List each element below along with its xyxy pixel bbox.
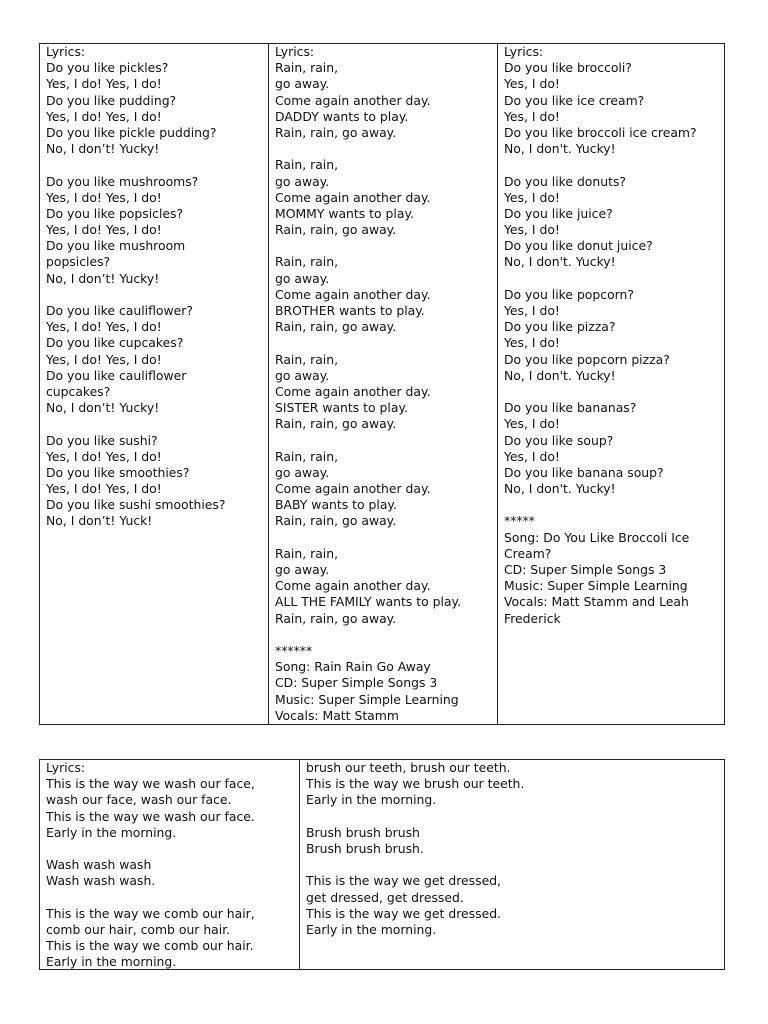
lyric-line: Yes, I do! Yes, I do! bbox=[46, 481, 162, 497]
lyric-line bbox=[504, 384, 720, 400]
lyric-line: Lyrics: bbox=[46, 760, 86, 775]
lyric-line: Lyrics: bbox=[504, 44, 544, 59]
lyric-line: No, I don’t! Yucky! bbox=[46, 400, 160, 416]
lyric-line: Do you like sushi? bbox=[46, 432, 158, 448]
lyric-line bbox=[46, 416, 264, 432]
lyric-line: MOMMY wants to play. bbox=[275, 205, 414, 221]
lyric-line: popsicles? bbox=[46, 254, 111, 270]
lyric-line bbox=[46, 841, 295, 857]
lyric-line: Yes, I do! Yes, I do! bbox=[46, 319, 162, 335]
lyric-line bbox=[46, 157, 264, 173]
lyric-line bbox=[275, 433, 493, 449]
lyric-line: Do you like banana soup? bbox=[504, 464, 664, 480]
lyric-line: Yes, I do! Yes, I do! bbox=[46, 108, 162, 124]
lyric-line bbox=[504, 497, 720, 513]
lyric-line: Yes, I do! bbox=[504, 335, 560, 351]
lyric-line: Yes, I do! bbox=[504, 222, 560, 238]
lyric-line: Early in the morning. bbox=[306, 921, 437, 937]
lyric-line bbox=[275, 530, 493, 546]
lyric-line: Yes, I do! bbox=[504, 448, 560, 464]
lyric-line: BROTHER wants to play. bbox=[275, 303, 425, 318]
lyric-line: Rain, rain, go away. bbox=[275, 513, 397, 529]
lyrics-cell-wash-face-song bbox=[40, 760, 300, 969]
lyric-line: ***** bbox=[504, 513, 535, 529]
lyrics-cell-brush-teeth-song bbox=[300, 760, 724, 969]
lyric-line bbox=[46, 890, 295, 906]
lyric-line: Do you like soup? bbox=[504, 432, 614, 448]
lyric-line: ALL THE FAMILY wants to play. bbox=[275, 594, 462, 610]
lyric-line: Do you like cauliflower? bbox=[46, 303, 193, 318]
lyric-line: Rain, rain, bbox=[275, 60, 339, 76]
lyric-line: Do you like pudding? bbox=[46, 92, 177, 108]
lyric-line: Song: Rain Rain Go Away bbox=[275, 659, 431, 675]
lyric-line: Do you like ice cream? bbox=[504, 92, 645, 108]
lyric-line: This is the way we comb our hair. bbox=[46, 938, 254, 954]
lyric-line: Do you like cauliflower bbox=[46, 367, 187, 383]
lyric-line: go away. bbox=[275, 270, 330, 286]
lyric-line: SISTER wants to play. bbox=[275, 400, 408, 416]
lyric-line: Yes, I do! bbox=[504, 416, 560, 432]
lyric-line: CD: Super Simple Songs 3 bbox=[504, 562, 667, 577]
lyric-line: Rain, rain, go away. bbox=[275, 610, 397, 626]
lyric-line: Yes, I do! bbox=[504, 76, 560, 92]
lyric-line: Do you like donut juice? bbox=[504, 238, 653, 254]
lyric-line: Rain, rain, go away. bbox=[275, 416, 397, 432]
lyric-line: Wash wash wash. bbox=[46, 873, 156, 889]
lyric-line: Music: Super Simple Learning bbox=[275, 691, 459, 707]
lyric-line: ****** bbox=[275, 642, 313, 658]
lyric-line: Come again another day. bbox=[275, 383, 431, 399]
lyric-line: Do you like cupcakes? bbox=[46, 335, 184, 351]
lyric-line: wash our face, wash our face. bbox=[46, 792, 232, 808]
lyric-line bbox=[46, 287, 264, 303]
lyric-line: Music: Super Simple Learning bbox=[504, 578, 688, 594]
lyric-line: Rain, rain, go away. bbox=[275, 124, 397, 140]
lyric-line: Yes, I do! Yes, I do! bbox=[46, 189, 162, 205]
lyric-line: No, I don't. Yucky! bbox=[504, 254, 616, 270]
lyric-line: Song: Do You Like Broccoli Ice bbox=[504, 529, 690, 545]
lyric-line: Yes, I do! bbox=[504, 108, 560, 124]
lyric-line bbox=[275, 627, 493, 643]
lyric-line: Rain, rain, bbox=[275, 254, 339, 270]
lyric-line: No, I don’t! Yucky! bbox=[46, 270, 160, 286]
lyric-line: This is the way we get dressed, bbox=[306, 873, 501, 889]
lyric-line: Do you like popsicles? bbox=[46, 205, 184, 221]
lyric-line: Wash wash wash bbox=[46, 857, 152, 873]
lyric-line: go away. bbox=[275, 464, 330, 480]
lyric-line: Yes, I do! bbox=[504, 189, 560, 205]
lyric-line: brush our teeth, brush our teeth. bbox=[306, 760, 511, 775]
lyric-line: This is the way we wash our face. bbox=[46, 808, 255, 824]
lyric-line: Lyrics: bbox=[46, 44, 86, 59]
lyric-line bbox=[275, 335, 493, 351]
lyric-line: No, I don't. Yucky! bbox=[504, 141, 616, 157]
lyric-line: Early in the morning. bbox=[46, 824, 177, 840]
lyric-line: Vocals: Matt Stamm bbox=[275, 707, 399, 723]
lyric-line: This is the way we get dressed. bbox=[306, 905, 501, 921]
lyric-line: Yes, I do! Yes, I do! bbox=[46, 76, 162, 92]
lyrics-cell-pickles-song bbox=[40, 44, 269, 724]
lyric-line: Do you like juice? bbox=[504, 205, 613, 221]
lyrics-table-bottom bbox=[39, 759, 725, 970]
lyric-line: DADDY wants to play. bbox=[275, 108, 409, 124]
lyric-line: Do you like pickles? bbox=[46, 60, 169, 76]
lyric-line bbox=[275, 238, 493, 254]
lyric-line: Come again another day. bbox=[275, 286, 431, 302]
lyric-line: Yes, I do! Yes, I do! bbox=[46, 222, 162, 238]
lyric-line: This is the way we comb our hair, bbox=[46, 905, 255, 921]
lyric-line: Lyrics: bbox=[275, 44, 315, 59]
lyric-line: Do you like smoothies? bbox=[46, 464, 190, 480]
lyric-line: Brush brush brush. bbox=[306, 840, 424, 856]
lyric-line: Do you like bananas? bbox=[504, 400, 637, 416]
lyric-line: Yes, I do! Yes, I do! bbox=[46, 448, 162, 464]
lyrics-cell-rain-song bbox=[269, 44, 498, 724]
lyric-line: Come again another day. bbox=[275, 578, 431, 594]
lyric-line: Do you like pizza? bbox=[504, 319, 616, 335]
lyric-line: Do you like sushi smoothies? bbox=[46, 497, 226, 513]
lyric-line: No, I don't. Yucky! bbox=[504, 481, 616, 497]
lyric-line: No, I don't. Yucky! bbox=[504, 367, 616, 383]
lyric-line: Yes, I do! Yes, I do! bbox=[46, 351, 162, 367]
lyric-line: This is the way we wash our face, bbox=[46, 776, 255, 792]
lyric-line: Rain, rain, bbox=[275, 448, 339, 464]
lyric-line: Early in the morning. bbox=[306, 792, 437, 808]
lyric-line: CD: Super Simple Songs 3 bbox=[275, 675, 438, 691]
lyric-line: go away. bbox=[275, 76, 330, 92]
lyric-line bbox=[275, 141, 493, 157]
lyric-line: go away. bbox=[275, 367, 330, 383]
lyric-line: This is the way we brush our teeth. bbox=[306, 776, 525, 792]
lyric-line: go away. bbox=[275, 173, 330, 189]
lyric-line: Do you like popcorn? bbox=[504, 286, 634, 302]
lyric-line: Early in the morning. bbox=[46, 954, 177, 969]
lyric-line: Come again another day. bbox=[275, 189, 431, 205]
lyric-line: go away. bbox=[275, 562, 330, 577]
lyric-line: BABY wants to play. bbox=[275, 497, 397, 513]
lyric-line: Yes, I do! bbox=[504, 303, 560, 318]
lyric-line: No, I don’t! Yucky! bbox=[46, 141, 160, 157]
lyric-line: Do you like pickle pudding? bbox=[46, 124, 217, 140]
lyric-line: Cream? bbox=[504, 545, 552, 561]
lyric-line: Vocals: Matt Stamm and Leah bbox=[504, 594, 689, 610]
lyric-line: Do you like mushrooms? bbox=[46, 173, 199, 189]
lyric-line: Brush brush brush bbox=[306, 824, 420, 840]
lyric-line: Rain, rain, go away. bbox=[275, 319, 397, 335]
lyric-line: Do you like broccoli? bbox=[504, 60, 632, 76]
lyrics-cell-broccoli-song bbox=[498, 44, 724, 724]
lyric-line bbox=[306, 857, 720, 873]
lyric-line: Rain, rain, bbox=[275, 157, 339, 173]
lyrics-table-top bbox=[39, 43, 725, 725]
lyric-line bbox=[504, 157, 720, 173]
lyric-line: Do you like donuts? bbox=[504, 173, 626, 189]
lyric-line: Come again another day. bbox=[275, 92, 431, 108]
lyric-line: comb our hair, comb our hair. bbox=[46, 921, 231, 937]
lyric-line: Rain, rain, go away. bbox=[275, 222, 397, 238]
lyric-line: Come again another day. bbox=[275, 481, 431, 497]
lyric-line bbox=[306, 809, 720, 825]
lyric-line: Do you like popcorn pizza? bbox=[504, 351, 670, 367]
lyric-line: get dressed, get dressed. bbox=[306, 889, 464, 905]
lyric-line: No, I don’t! Yuck! bbox=[46, 513, 153, 529]
lyric-line: cupcakes? bbox=[46, 383, 111, 399]
lyric-line: Frederick bbox=[504, 610, 561, 626]
lyric-line: Do you like mushroom bbox=[46, 238, 186, 254]
lyric-line: Rain, rain, bbox=[275, 351, 339, 367]
lyric-line: Do you like broccoli ice cream? bbox=[504, 124, 697, 140]
lyric-line: Rain, rain, bbox=[275, 545, 339, 561]
lyric-line bbox=[504, 271, 720, 287]
